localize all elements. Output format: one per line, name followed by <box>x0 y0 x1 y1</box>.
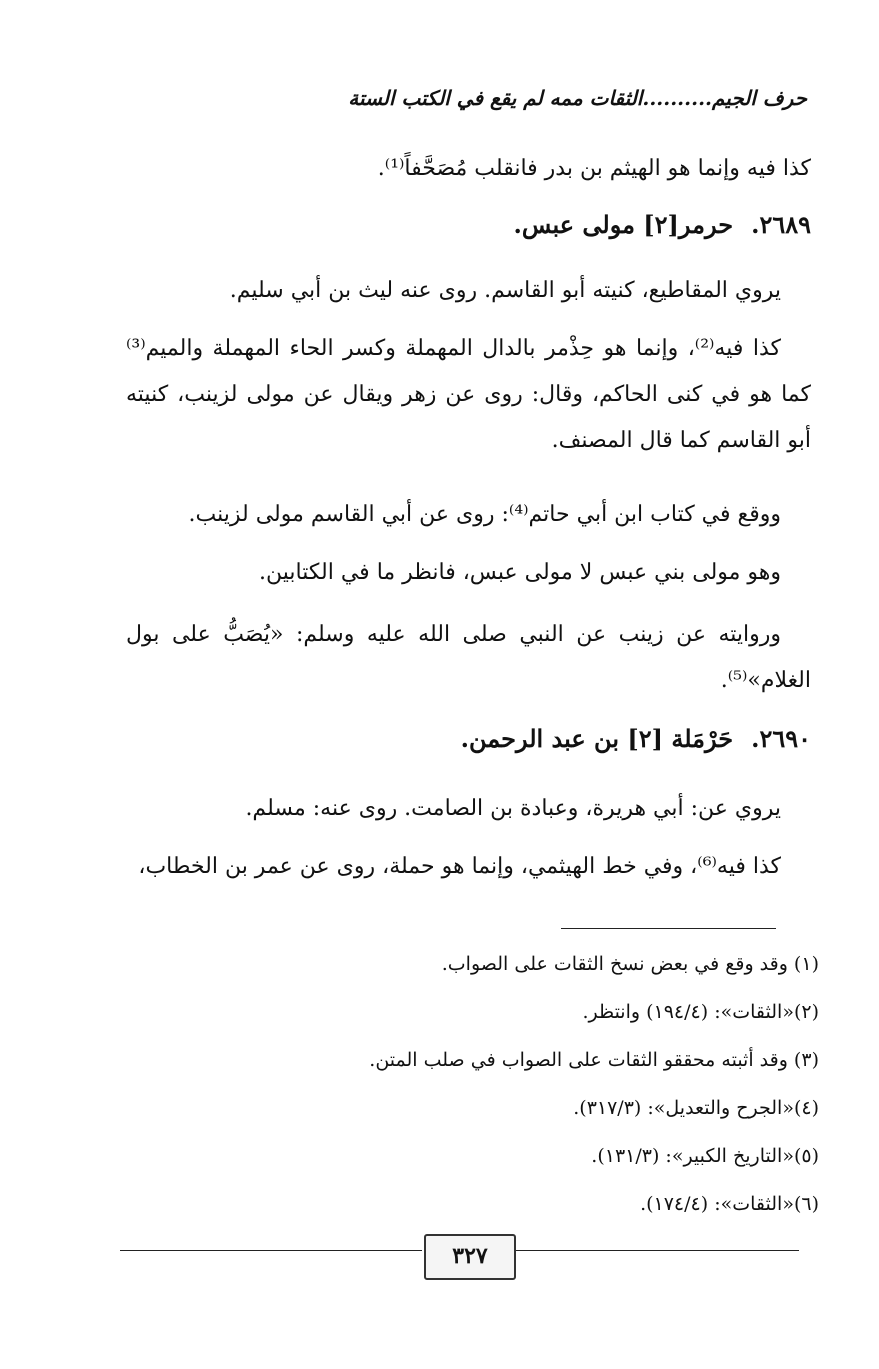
paragraph: كذا فيه⁽²⁾، وإنما هو حِذْمر بالدال المهملة وكسر الحاء المهملة والميم⁽³⁾ كما هو في كنى الحاكم، وقال: روى عن زهر ويقال عن مولى لزينب، كنيته أبو القاسم كما قال المصنف. <box>126 336 811 453</box>
running-header <box>142 86 807 116</box>
paragraph: وهو مولى بني عبس لا مولى عبس، فانظر ما في الكتابين. <box>259 560 781 585</box>
text-line: كذا فيه وإنما هو الهيثم بن بدر فانقلب مُصَحَّفاً⁽¹⁾. <box>377 156 811 181</box>
footnotes <box>119 940 819 1228</box>
footnote: (١) وقد وقع في بعض نسخ الثقات على الصواب. <box>441 953 819 975</box>
footnote-separator <box>561 928 776 929</box>
paragraph: ووقع في كتاب ابن أبي حاتم⁽⁴⁾: روى عن أبي القاسم مولى لزينب. <box>188 502 781 527</box>
entry-heading <box>126 724 811 753</box>
entry-title: حَرْمَلة [٢] بن عبد الرحمن. <box>460 724 734 753</box>
page-number: ٣٢٧ <box>424 1234 516 1280</box>
entry-number: ٢٦٩٠. <box>751 724 811 753</box>
chapter-title: حرف الجيم <box>712 86 807 110</box>
footnote: (٣) وقد أثبته محققو الثقات على الصواب في صلب المتن. <box>369 1049 819 1071</box>
footnote: (٤)«الجرح والتعديل»: (٣١٧/٣). <box>573 1097 819 1119</box>
entry-title: حرمر[٢] مولى عبس. <box>513 210 734 239</box>
footer-rule-right <box>509 1250 799 1251</box>
paragraph: يروي المقاطيع، كنيته أبو القاسم. روى عنه ليث بن أبي سليم. <box>229 278 781 303</box>
entry-heading <box>126 210 811 239</box>
paragraph: يروي عن: أبي هريرة، وعبادة بن الصامت. روى عنه: مسلم. <box>245 796 781 821</box>
paragraph: كذا فيه⁽⁶⁾، وفي خط الهيثمي، وإنما هو حملة، روى عن عمر بن الخطاب، <box>138 854 781 879</box>
footer-rule-left <box>120 1250 422 1251</box>
footnote: (٦)«الثقات»: (١٧٤/٤). <box>640 1193 819 1215</box>
book-title: الثقات ممه لم يقع في الكتب الستة <box>348 86 643 110</box>
footnote: (٢)«الثقات»: (١٩٤/٤) وانتظر. <box>582 1001 819 1023</box>
paragraph: وروايته عن زينب عن النبي صلى الله عليه وسلم: «يُصَبُّ على بول الغلام»⁽⁵⁾. <box>126 622 811 693</box>
entry-number: ٢٦٨٩. <box>751 210 811 239</box>
header-dots: .......... <box>642 86 712 110</box>
footnote: (٥)«التاريخ الكبير»: (١٣١/٣). <box>591 1145 819 1167</box>
